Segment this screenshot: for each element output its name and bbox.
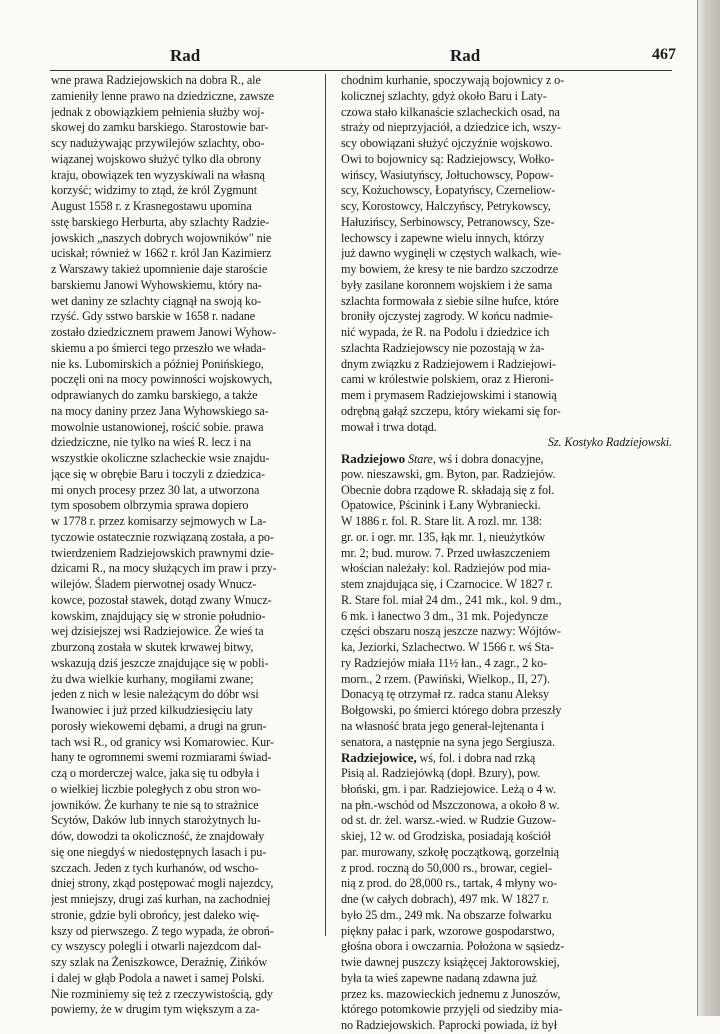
- text-line: były zasilane koronnem wojskiem i że sama: [341, 277, 553, 292]
- text-line: włościan należały: kol. Radziejów pod mia-: [341, 561, 551, 576]
- text-line: o wielkiej liczbie poległych z obu stron wo-: [51, 781, 261, 796]
- text-line: odprawianych do zamku barskiego, a także: [51, 388, 258, 402]
- text-line: scy obowiązani służyć ojczyźnie wojskowo.: [341, 136, 553, 150]
- text-line: sstę barskiego Herburta, aby szlachty Radzie-: [51, 214, 270, 229]
- text-line: W 1886 r. fol. R. Stare lit. A rozl. mr. 138:: [341, 514, 543, 528]
- text-line: dniej strony, zkąd postępować mogli najezdcy,: [51, 876, 274, 891]
- text-line: mował i trwa dotąd.: [341, 419, 437, 434]
- entry-title-radziejowo: Radziejowo: [341, 451, 405, 466]
- text-line: zburzoną została w skutek krwawej bitwy,: [51, 640, 254, 654]
- text-line: żu dwa wielkie kurhany, mogiłami zwane;: [51, 671, 254, 686]
- text-line: par. murowany, szkołę początkową, gorzelnią: [341, 844, 559, 859]
- text-line: rzyść. Gdy sstwo barskie w 1658 r. nadane: [51, 309, 256, 324]
- text-line: szy szlak na Żeniszkowce, Deraźnię, Zińków: [51, 955, 268, 969]
- text-line: szlachta formowała z siebie silne hufce, które: [341, 293, 559, 308]
- text-line: z Warszawy takież upomnienie daje staroście: [51, 262, 268, 276]
- text-line: morn., 2 rzem. (Pawiński, Wielkop., II, 27).: [341, 671, 550, 686]
- text-line: scy, Korostowcy, Halczyńscy, Petrykowscy,: [341, 199, 551, 213]
- entry-radziejowo-first-line: [341, 451, 672, 467]
- text-line: barskiemu Janowi Wyhowskiemu, który na-: [51, 277, 262, 292]
- text-line: cy wszyscy polegli i otwarli najezdcom dal-: [51, 939, 262, 954]
- text-line: nić wypada, że R. na Podolu i dziedzice ich: [341, 325, 550, 339]
- text-line: Scytów, Daków lub innych starożytnych lu-: [51, 813, 261, 828]
- text-line: wińscy, Wasiutyńscy, Jołtuchowscy, Popow-: [341, 167, 554, 182]
- text-line: wej dzisiejszej wsi Radziejowice. Że wieś ta: [51, 624, 264, 639]
- text-line: Opatowice, Pścinink i Łany Wybraniecki.: [341, 498, 541, 513]
- text-line: jowników. Że kurhany te nie są to strażnice: [51, 797, 259, 812]
- text-line: szczach. Jeden z tych kurhanów, od wscho-: [51, 860, 259, 875]
- entry-radziejowo-line: wś i dobra donacyjne,: [438, 452, 544, 466]
- text-line: przez ks. mazowieckich jednemu z Junoszów,: [341, 986, 561, 1001]
- text-line: od st. dr. żel. warsz.-wied. w Rudzie Guzow-: [341, 813, 556, 828]
- text-line: tyczowie ostatecznie rozwiązaną została, a po-: [51, 529, 274, 544]
- text-line: piękny pałac i park, wzorowe gospodarstwo,: [341, 923, 555, 938]
- text-line: kraju, obowiązek ten wyzyskiwali na własną: [51, 167, 265, 182]
- text-line: dnym związku z Radziejowem i Radziejowi-: [341, 356, 556, 371]
- text-line: na własność brata jego generał-lejtenanta i: [341, 718, 545, 733]
- text-line: hany te ogromnemi swemi rozmiarami świad-: [51, 750, 272, 765]
- text-line: my bowiem, że kresy te nie bardzo szczodrze: [341, 262, 559, 276]
- text-line: ry Radziejów miała 11½ łan., 4 zagr., 2 ko-: [341, 655, 548, 670]
- text-line: odrębną gałąź szczepu, który wiekami się for-: [341, 403, 561, 418]
- text-line: ka, Jeziorki, Szlachectwo. W 1566 r. wś Sta-: [341, 640, 554, 654]
- entry-title-radziejowice: Radziejowice,: [341, 750, 417, 766]
- text-line: porosły wiekowemi dębami, a drugi na grun-: [51, 718, 267, 733]
- text-line: w 1778 r. przez komisarzy sejmowych w La-: [51, 514, 267, 528]
- text-line: mr. 2; bud. murow. 7. Przed uwłaszczeniem: [341, 545, 551, 560]
- text-line: wne prawa Radziejowskich na dobra R., ale: [51, 73, 261, 87]
- text-line: uciskał; również w 1662 r. król Jan Kazimierz: [51, 246, 272, 261]
- text-line: Donacyą tę otrzymał rz. radca stanu Aleksy: [341, 687, 549, 702]
- text-line: czowa stało kilkanaście szlacheckich osad, na: [341, 104, 560, 119]
- left-column: [51, 73, 331, 1018]
- text-line: dów, dowodzi ta okoliczność, że znajdowały: [51, 829, 265, 843]
- text-line: nie ks. Lubomirskich a później Ponińskiego,: [51, 356, 264, 371]
- text-line: wskazują dziś jeszcze znajdujące się w pobli-: [51, 655, 269, 670]
- text-line: korzyść; widzimy to ztąd, że król Zygmunt: [51, 183, 258, 198]
- text-line: tym sposobem olbrzymia sprawa dopiero: [51, 498, 249, 513]
- entry-radziejowice-first-line: [341, 750, 672, 766]
- text-line: broniły ojczystej zagrody. W końcu nadmie-: [341, 309, 553, 324]
- text-line: kszy od pierwszego. Z tego wypada, że obroń-: [51, 923, 274, 938]
- text-line: August 1558 r. z Krasnegostawu upomina: [51, 199, 252, 213]
- text-line: stem znajdująca się, i Czarnocice. W 1827 r.: [341, 577, 553, 591]
- text-line: mowolnie ustanowionej, rościć sobie. prawa: [51, 419, 264, 434]
- text-line: jące się w obrębie Baru i toczyli z dziedzica-: [51, 466, 265, 481]
- running-head-right: Rad: [450, 46, 481, 65]
- text-line: jednak z obowiązkiem pełnienia służby woj-: [51, 104, 265, 119]
- text-line: głośna obora i owczarnia. Położona w sąsiedz-: [341, 939, 565, 954]
- entry-radziejowice-line: wś, fol. i dobra nad rzką: [419, 751, 536, 766]
- signature-line: [341, 435, 672, 451]
- text-line: na mocy daniny przez Jana Wyhowskiego sa-: [51, 403, 269, 418]
- right-column: [341, 73, 672, 1034]
- entry-radziejowo: [341, 467, 672, 751]
- text-line: zamieniły lenne prawo na dziedziczne, zawsze: [51, 88, 274, 103]
- text-line: Hałuzińscy, Serbinowscy, Petranowscy, Sze-: [341, 214, 555, 229]
- text-line: dzicami R., na mocy służących im praw i przy-: [51, 561, 277, 576]
- text-line: części obszaru noszą jeszcze nazwy: Wójtów-: [341, 624, 561, 639]
- signature: Sz. Kostyko Radziejowski.: [547, 435, 672, 450]
- text-line: Nie rozminiemy się też z rzeczywistością, gdy: [51, 986, 273, 1001]
- text-line: Obecnie dobra rządowe R. składają się z fol.: [341, 482, 555, 497]
- text-line: wiązanej wojskowo służyć tylko dla obrony: [51, 151, 262, 166]
- text-line: dziedziczne, nie tylko na wieś R. lecz i na: [51, 435, 252, 450]
- text-line: Iwanowiec i już przed kilkudziesięciu laty: [51, 703, 253, 717]
- text-line: senatora, a następnie na syna jego Sergiusza.: [341, 734, 555, 749]
- text-line: kolicznej szlachty, gdyż około Baru i Laty-: [341, 88, 547, 103]
- text-line: i dalej w głąb Podola a nawet i samej Polski.: [51, 970, 265, 985]
- header-rule: [50, 70, 672, 71]
- text-line: wszystkie okoliczne szlacheckie wsie znajdu-: [51, 451, 270, 465]
- text-line: R. Stare fol. miał 24 dm., 241 mk., kol. 9 dm.,: [341, 592, 562, 607]
- text-line: Pisią al. Radziejówką (dopł. Bzury), pow.: [341, 766, 541, 780]
- page-edge: [698, 0, 720, 1016]
- text-line: wilejów. Śladem pierwotnej osady Wnucz-: [51, 577, 257, 591]
- text-line: poczęli oni na mocy powinności wojskowych,: [51, 372, 273, 387]
- entry-radziejowce-continued: [341, 73, 672, 435]
- text-line: skowej do zamku barskiego. Starostowie bar-: [51, 120, 269, 135]
- text-line: skiej, 12 w. od Grodziska, posiadają kościół: [341, 829, 551, 843]
- text-line: mi onych procesy przez 30 lat, a utworzona: [51, 482, 260, 497]
- running-head-left: Rad: [170, 46, 201, 65]
- text-line: scy, Kożuchowscy, Łopatyńscy, Czerneliow-: [341, 183, 556, 198]
- text-line: straży od nieprzyjaciół, a dziedzice ich, wszy-: [341, 120, 561, 135]
- entry-subtitle-stare: Stare,: [407, 452, 436, 466]
- text-line: którego potomkowie przyjęli od siedziby mia-: [341, 1002, 563, 1017]
- text-line: szlachta Radziejowscy nie pozostają w ża-: [341, 340, 545, 355]
- text-line: stronie, gdzie byli obrońcy, jest daleko wię-: [51, 907, 260, 922]
- text-line: już dawno wyginęli w częstych walkach, wie-: [341, 246, 562, 261]
- text-line: zostało dziedzicznem prawem Janowi Wyhow-: [51, 325, 277, 339]
- text-line: czą o morderczej walce, jaka się tu odbyła i: [51, 766, 260, 780]
- text-line: gr. or. i ogr. mr. 135, łąk mr. 1, nieużytków: [341, 529, 546, 544]
- text-line: twie dawnej puszczy książęcej Jaktorowskiej,: [341, 955, 560, 969]
- text-line: mem i prymasem Radziejowskimi i stanowią: [341, 388, 557, 402]
- text-line: jeden z nich w lesie należącym do dóbr wsi: [51, 687, 259, 702]
- text-line: no Radziejowskich. Paprocki powiada, iż był: [341, 1018, 558, 1032]
- text-line: scy nadużywając przywilejów szlachty, obo-: [51, 136, 265, 150]
- text-line: błoński, gm. i par. Radziejowice. Leżą o 4 w.: [341, 781, 557, 796]
- text-line: powiemy, że w drugim tym większym a za-: [51, 1002, 260, 1017]
- text-line: kowce, pozostał stawek, dotąd zwany Wnucz-: [51, 592, 272, 607]
- text-line: skiemu a po śmierci tego przeszło we włada-: [51, 340, 266, 355]
- text-line: twierdzeniem Radziejowskich prawnymi dzie-: [51, 545, 274, 560]
- text-line: jowskich „naszych dobrych wojowników" nie: [51, 230, 272, 245]
- text-line: kowskim, znajdujący się w stronie południo-: [51, 608, 266, 623]
- text-line: dne (w całych dobrach), 497 mk. W 1827 r.: [341, 892, 549, 906]
- text-line: na płn.-wschód od Mszczonowa, a około 8 w.: [341, 797, 560, 812]
- text-line: Bołgowski, po śmierci którego dobra przeszły: [341, 703, 562, 717]
- text-line: z prod. roczną do 50,000 rs., browar, cegiel-: [341, 860, 552, 875]
- text-line: pow. nieszawski, gm. Byton, par. Radziejów.: [341, 466, 556, 481]
- text-line: Owi to bojownicy są: Radziejowscy, Wołko-: [341, 151, 555, 166]
- page-number: 467: [652, 46, 676, 63]
- entry-radziejowice: [341, 766, 672, 1034]
- text-line: tach wsi R., od granicy wsi Komarowiec. Kur-: [51, 734, 274, 749]
- text-line: nią z prod. do 28,000 rs., tartak, 4 młyny wo-: [341, 876, 558, 891]
- text-line: się one niegdyś w niedostępnych lasach i pu-: [51, 844, 267, 859]
- text-line: było 25 dm., 249 mk. Na obszarze folwarku: [341, 907, 552, 922]
- text-line: 6 mk. i łanectwo 3 dm., 31 mk. Pojedyncze: [341, 608, 549, 623]
- page-header: [48, 38, 676, 66]
- text-line: jest mniejszy, drugi zaś kurhan, na zachodniej: [51, 892, 271, 906]
- text-line: lechowscy i zapewne wielu innych, którzy: [341, 230, 545, 245]
- text-line: była ta wieś zapewne nadaną zdawna już: [341, 970, 537, 985]
- text-line: cami w królestwie polskiem, oraz z Hieroni-: [341, 372, 554, 387]
- text-line: wet daniny ze szlachty ciągnął na swoją ko-: [51, 293, 261, 308]
- text-line: chodnim kurhanie, spoczywają bojownicy z o-: [341, 73, 565, 87]
